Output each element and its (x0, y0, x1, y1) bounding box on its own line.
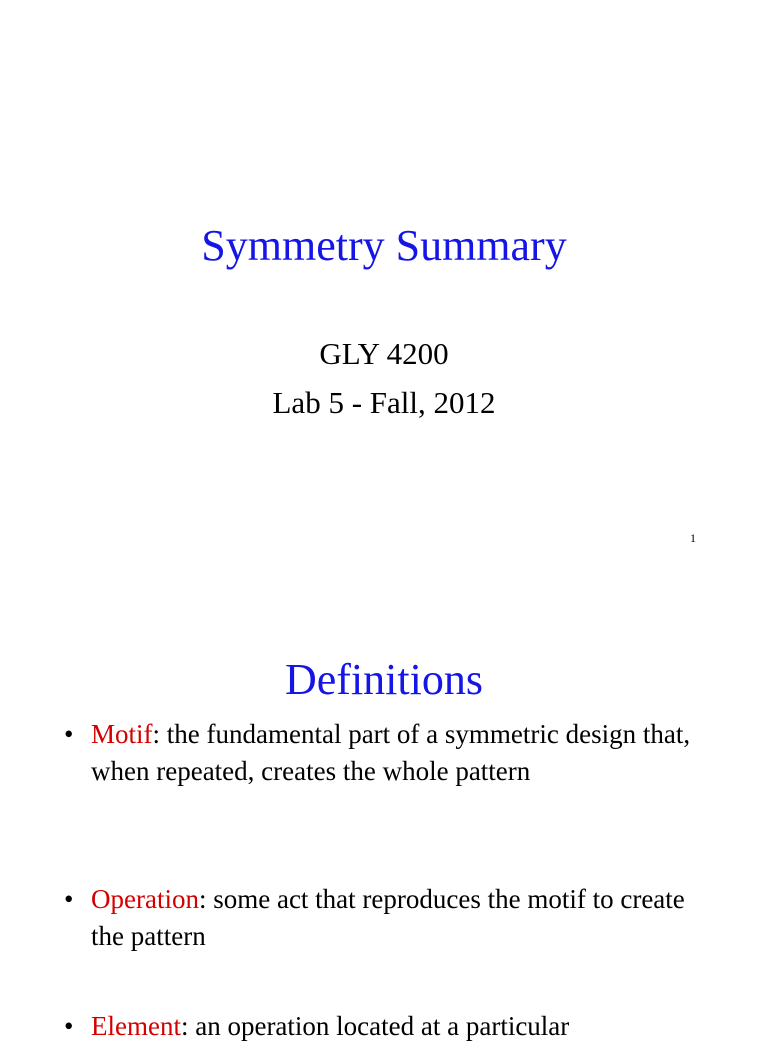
slide-title: Symmetry Summary (201, 221, 567, 270)
definition-text: : some act that reproduces the motif to create the pattern (91, 884, 685, 951)
course-code: GLY 4200 (319, 336, 449, 371)
definition-term: Motif (91, 719, 153, 749)
bullet-icon: • (64, 1011, 74, 1041)
definition-text: : the fundamental part of a symmetric design that, when repeated, creates the whole pattern (91, 719, 691, 786)
definition-text: : an operation located at a particular (180, 1011, 570, 1041)
definitions-slide (0, 576, 768, 1041)
definition-term: Operation (91, 884, 199, 914)
slide-title: Definitions (285, 655, 483, 704)
definition-term: Element (91, 1011, 181, 1041)
slide-number: 1 (690, 531, 696, 545)
bullet-icon: • (64, 719, 74, 749)
lab-term: Lab 5 - Fall, 2012 (272, 385, 496, 420)
bullet-icon: • (64, 884, 74, 914)
